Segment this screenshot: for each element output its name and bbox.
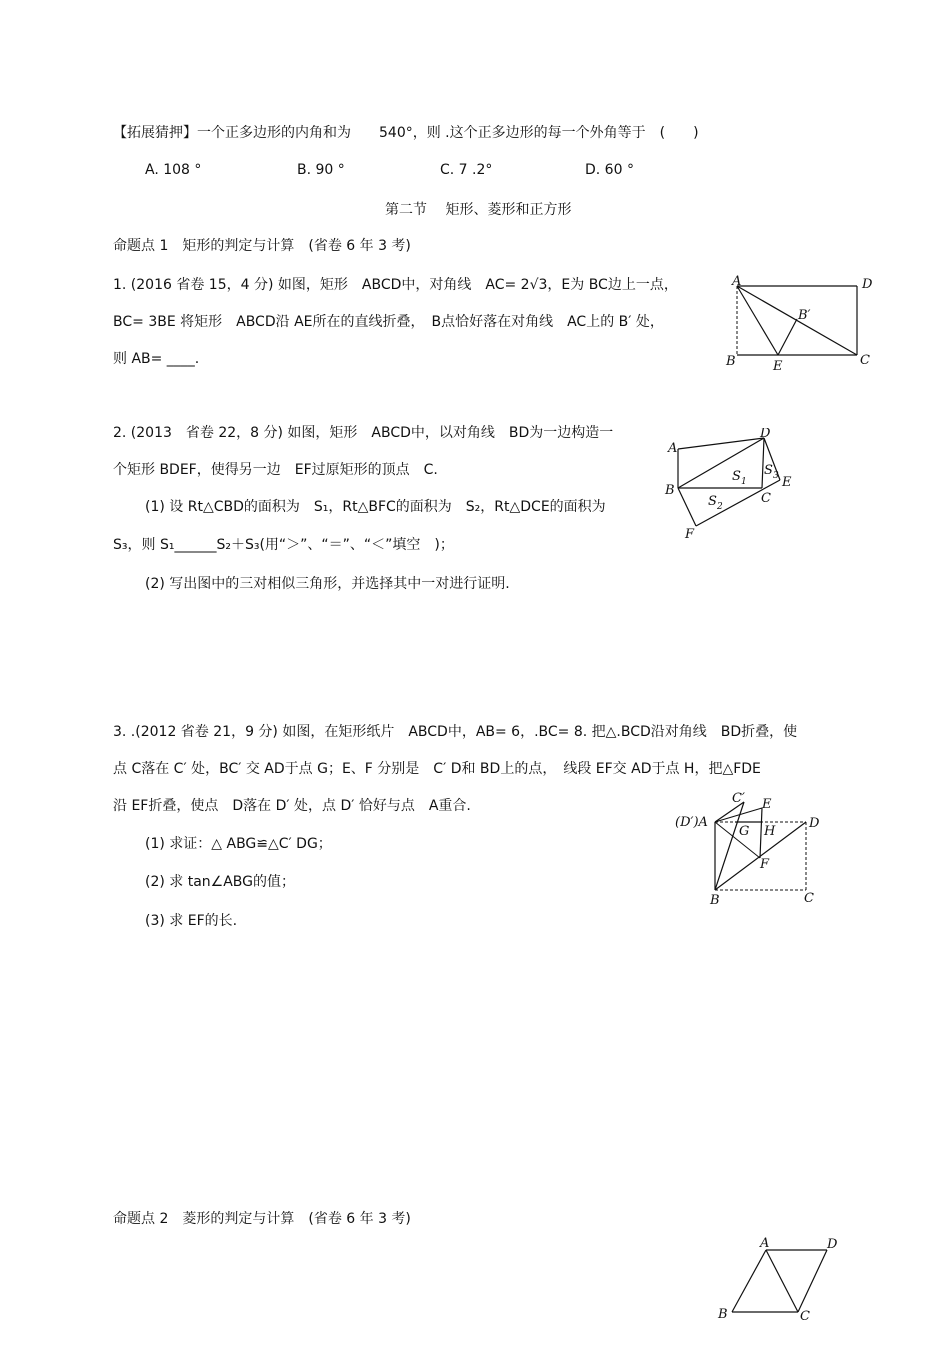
q2-line1: 2. (2013 省卷 22，8 分) 如图，矩形 ABCD中，以对角线 BD为一边构造一 [113, 425, 614, 441]
fig3-label-b: B [710, 893, 720, 908]
q1-line2: BC= 3BE 将矩形 ABCD沿 AE所在的直线折叠， B点恰好落在对角线 AC上的 B′ 处， [113, 314, 664, 330]
fig1-label-e: E [773, 359, 783, 374]
q2-part1b: S₃，则 S₁______S₂＋S₃(用“＞”、“＝”、“＜”填空 )； [113, 537, 454, 553]
q3-part2: (2) 求 tan∠ABG的值； [145, 874, 296, 890]
fig2-label-s2-sub: 2 [717, 502, 723, 512]
fig1-label-d: D [862, 277, 873, 292]
fig2-label-c: C [761, 491, 771, 506]
option-c: C. 7 .2° [440, 162, 493, 178]
q2-line2: 个矩形 BDEF，使得另一边 EF过原矩形的顶点 C. [113, 462, 438, 478]
figure-3-folded-paper [672, 788, 832, 910]
fig2-label-f: F [685, 527, 695, 542]
fig2-label-s3: S [764, 463, 773, 478]
fig3-label-c: C [804, 891, 814, 906]
fig2-label-d: D [760, 428, 771, 441]
fig4-label-d: D [827, 1237, 838, 1252]
fig3-label-g: G [739, 824, 750, 839]
q3-line3: 沿 EF折叠，使点 D落在 D′ 处，点 D′ 恰好与点 A重合. [113, 798, 471, 814]
fig2-label-s1-sub: 1 [741, 477, 747, 487]
fig3-label-f: F [760, 857, 770, 872]
option-d: D. 60 ° [585, 162, 634, 178]
fig2-label-s1: S [732, 469, 741, 484]
fig2-label-s3-sub: 3 [773, 471, 779, 481]
fig3-label-h: H [764, 824, 776, 839]
fig3-label-c-prime: C′ [732, 791, 745, 806]
fig1-label-b-prime: B′ [798, 308, 811, 323]
fig3-label-d: D [809, 816, 820, 831]
fig2-label-a: A [668, 441, 678, 456]
topic1-heading: 命题点 1 矩形的判定与计算 (省卷 6 年 3 考) [113, 238, 411, 254]
fig2-label-b: B [665, 483, 675, 498]
figure-4-rhombus [712, 1234, 852, 1324]
fig4-label-a: A [760, 1236, 770, 1251]
option-b: B. 90 ° [297, 162, 345, 178]
fig3-label-a: (D′)A [675, 815, 708, 830]
q3-part1: (1) 求证：△ ABG≌△C′ DG； [145, 836, 332, 852]
q1-line1: 1. (2016 省卷 15，4 分) 如图，矩形 ABCD中，对角线 AC= 2√3，E为 BC边上一点， [113, 277, 678, 293]
topic2-heading: 命题点 2 菱形的判定与计算 (省卷 6 年 3 考) [113, 1211, 411, 1227]
fig2-label-e: E [782, 475, 792, 490]
fig3-label-e: E [762, 797, 772, 812]
fig1-label-b: B [726, 354, 736, 369]
section-title: 第二节 矩形、菱形和正方形 [385, 202, 572, 218]
fig2-label-s2: S [708, 494, 717, 509]
fig1-label-a: A [732, 274, 742, 289]
q3-line2: 点 C落在 C′ 处，BC′ 交 AD于点 G；E、F 分别是 C′ D和 BD上的点， 线段 EF交 AD于点 H，把△FDE [113, 761, 761, 777]
fig4-label-b: B [718, 1307, 728, 1322]
q1-line3: 则 AB= ____. [113, 351, 200, 367]
figure-1-rectangle-fold [720, 272, 880, 377]
q2-part2: (2) 写出图中的三对相似三角形，并选择其中一对进行证明. [145, 576, 510, 592]
q3-line1: 3. .(2012 省卷 21，9 分) 如图，在矩形纸片 ABCD中，AB= 6，.BC= 8. 把△.BCD沿对角线 BD折叠，使 [113, 724, 798, 740]
extension-question: 【拓展猜押】一个正多边形的内角和为 540°，则 .这个正多边形的每一个外角等于 ( ) [113, 125, 699, 141]
option-a: A. 108 ° [145, 162, 202, 178]
figure-2-two-rectangles [660, 428, 800, 543]
fig1-label-c: C [860, 353, 870, 368]
q2-part1a: (1) 设 Rt△CBD的面积为 S₁，Rt△BFC的面积为 S₂，Rt△DCE的面积为 [145, 499, 606, 515]
q3-part3: (3) 求 EF的长. [145, 913, 238, 929]
fig4-label-c: C [800, 1309, 810, 1324]
